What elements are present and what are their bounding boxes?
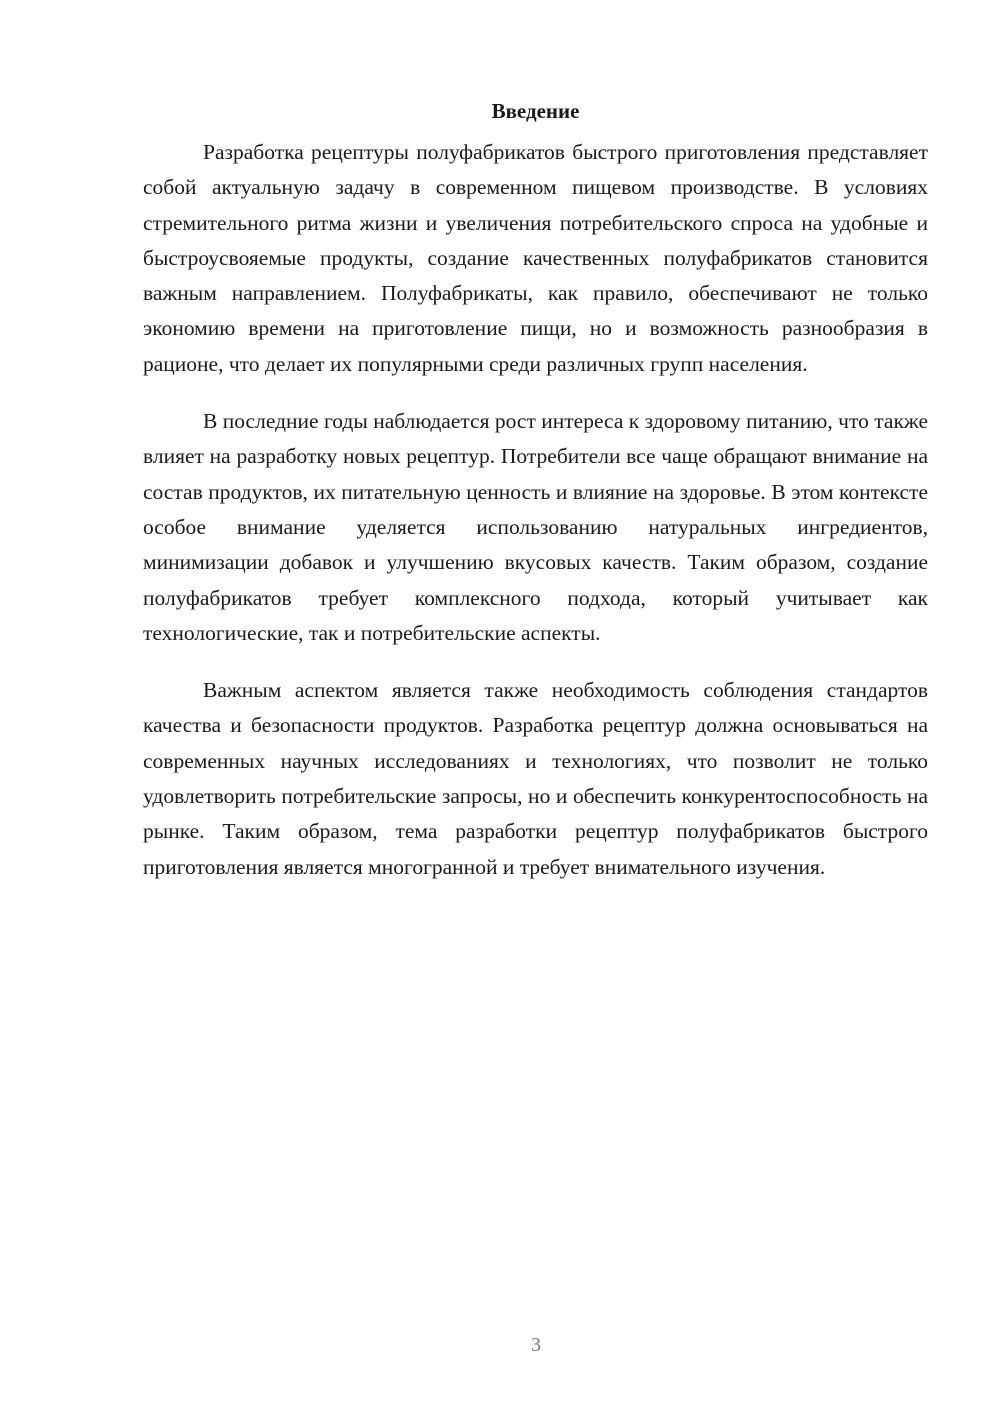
paragraph-3: Важным аспектом является также необходимость соблюдения стандартов качества и безопасности продуктов. Разработка рецептур должна основываться на современных научных исследованиях и технологиях, что позволит не только удовлетворить потребительские запросы, но и обеспечить конкурентоспособность на рынке. Таким образом, тема разработки рецептур полуфабрикатов быстрого приготовления является многогранной и требует внимательного изучения. — [143, 678, 928, 879]
paragraph-1: Разработка рецептуры полуфабрикатов быстрого приготовления представляет собой актуальную задачу в современном пищевом производстве. В условиях стремительного ритма жизни и увеличения потребительского спроса на удобные и быстроусвояемые продукты, создание качественных полуфабрикатов становится важным направлением. Полуфабрикаты, как правило, обеспечивают не только экономию времени на приготовление пищи, но и возможность разнообразия в рационе, что делает их популярными среди различных групп населения. — [143, 140, 928, 376]
page-content — [143, 95, 928, 907]
paragraph-2: В последние годы наблюдается рост интереса к здоровому питанию, что также влияет на разработку новых рецептур. Потребители все чаще обращают внимание на состав продуктов, их питательную ценность и влияние на здоровье. В этом контексте особое внимание уделяется использованию натуральных ингредиентов, минимизации добавок и улучшению вкусовых качеств. Таким образом, создание полуфабрикатов требует комплексного подхода, который учитывает как технологические, так и потребительские аспекты. — [143, 409, 928, 645]
page-number: 3 — [531, 1334, 541, 1356]
section-heading: Введение — [491, 99, 580, 123]
